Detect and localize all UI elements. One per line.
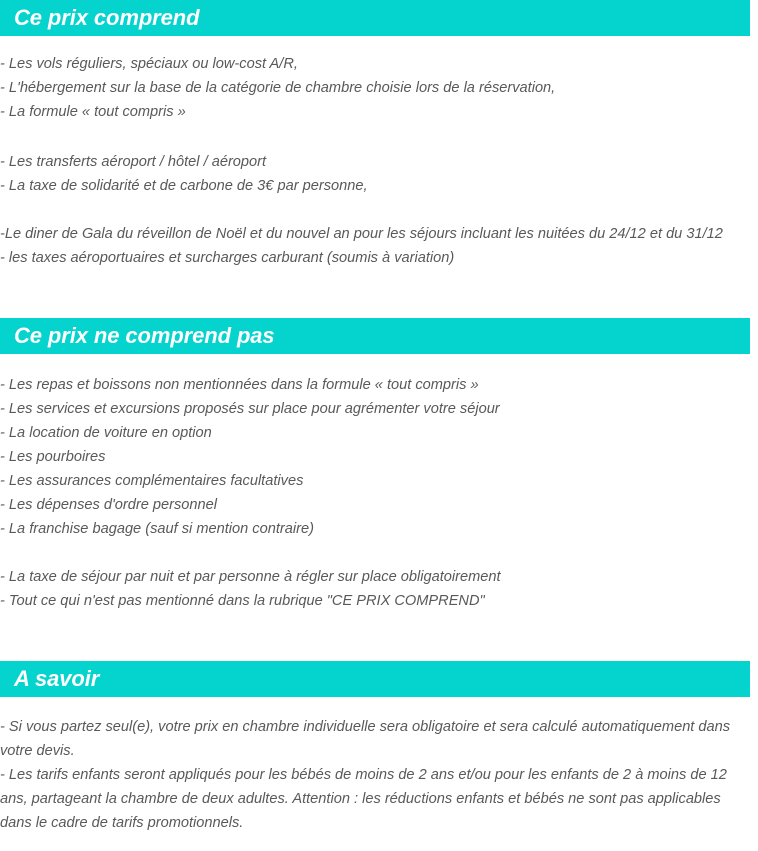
list-item: - Les transferts aéroport / hôtel / aéroport [0, 154, 267, 170]
list-item: - La formule « tout compris » [0, 104, 186, 120]
section-1-list-group-b [0, 150, 750, 198]
list-item: - Les dépenses d'ordre personnel [0, 497, 217, 513]
section-2-list-group-b [0, 565, 750, 613]
section-1-list-group-c [0, 222, 750, 270]
paragraph: - Les tarifs enfants seront appliqués pour les bébés de moins de 2 ans et/ou pour les enfants de 2 à moins de 12 ans, partageant la chambre de deux adultes. Attention : les réductions enfants et bébés ne sont pas applicables dans le cadre de tarifs promotionnels. [0, 767, 727, 831]
list-item: - L'hébergement sur la base de la catégorie de chambre choisie lors de la réservation, [0, 80, 556, 96]
list-item: - les taxes aéroportuaires et surcharges carburant (soumis à variation) [0, 250, 455, 266]
section-title-a-savoir: A savoir [14, 666, 100, 691]
paragraph: - Si vous partez seul(e), votre prix en chambre individuelle sera obligatoire et sera calculé automatiquement dans votre devis. [0, 719, 731, 759]
list-item: - Tout ce qui n'est pas mentionné dans la rubrique "CE PRIX COMPREND" [0, 593, 485, 609]
list-item: - Les assurances complémentaires facultatives [0, 473, 304, 489]
list-item: - Les vols réguliers, spéciaux ou low-cost A/R, [0, 56, 298, 72]
list-item: - Les services et excursions proposés sur place pour agrémenter votre séjour [0, 401, 500, 417]
section-title-ce-prix-ne-comprend-pas: Ce prix ne comprend pas [14, 323, 275, 348]
list-item: - Les pourboires [0, 449, 106, 465]
section-header-ce-prix-ne-comprend-pas [0, 318, 750, 354]
list-item: - La taxe de séjour par nuit et par personne à régler sur place obligatoirement [0, 569, 501, 585]
section-header-ce-prix-comprend [0, 0, 750, 36]
section-1-list-group-a [0, 52, 750, 124]
section-3-paragraphs [0, 715, 750, 835]
section-2-list-group-a [0, 373, 750, 541]
list-item: - La location de voiture en option [0, 425, 212, 441]
section-title-ce-prix-comprend: Ce prix comprend [14, 5, 200, 30]
section-header-a-savoir [0, 661, 750, 697]
list-item: - La taxe de solidarité et de carbone de 3€ par personne, [0, 178, 368, 194]
list-item: -Le diner de Gala du réveillon de Noël et du nouvel an pour les séjours incluant les nuitées du 24/12 et du 31/12 [0, 226, 723, 242]
list-item: - La franchise bagage (sauf si mention contraire) [0, 521, 314, 537]
list-item: - Les repas et boissons non mentionnées dans la formule « tout compris » [0, 377, 479, 393]
